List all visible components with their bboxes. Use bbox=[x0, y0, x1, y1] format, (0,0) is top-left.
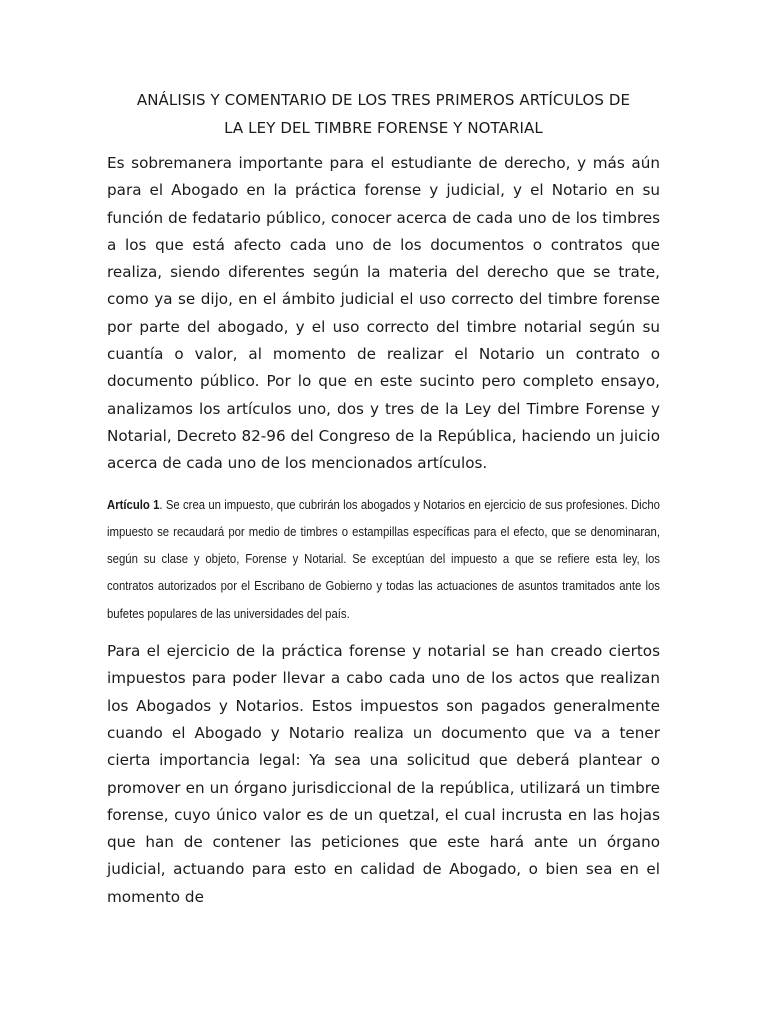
article-text: . Se crea un impuesto, que cubrirán los abogados y Notarios en ejercicio de sus profesiones. Dicho impuesto se recaudará por medio de timbres o estampillas específicas para el efecto, que se denominaran, según su clase y objeto, Forense y Notarial. Se exceptúan del impuesto a que se refiere esta ley, los contratos autorizados por el Escribano de Gobierno y todas las actuaciones de asuntos tramitados ante los bufetes populares de las universidades del país. bbox=[107, 496, 660, 621]
intro-paragraph: Es sobremanera importante para el estudiante de derecho, y más aún para el Abogado en la práctica forense y judicial, y el Notario en su función de fedatario público, conocer acerca de cada uno de los timbres a los que está afecto cada uno de los documentos o contratos que realiza, siendo diferentes según la materia del derecho que se trate, como ya se dijo, en el ámbito judicial el uso correcto del timbre forense por parte del abogado, y el uso correcto del timbre notarial según su cuantía o valor, al momento de realizar el Notario un contrato o documento público. Por lo que en este sucinto pero completo ensayo, analizamos los artículos uno, dos y tres de la Ley del Timbre Forense y Notarial, Decreto 82-96 del Congreso de la República, haciendo un juicio acerca de cada uno de los mencionados artículos. bbox=[107, 154, 660, 473]
article-1-quote bbox=[107, 491, 660, 627]
title-line-1: ANÁLISIS Y COMENTARIO DE LOS TRES PRIMEROS ARTÍCULOS DE bbox=[136, 91, 631, 109]
title-line-2: LA LEY DEL TIMBRE FORENSE Y NOTARIAL bbox=[224, 119, 543, 137]
document-title bbox=[107, 86, 660, 142]
document-page bbox=[107, 86, 660, 911]
analysis-paragraph: Para el ejercicio de la práctica forense y notarial se han creado ciertos impuestos para poder llevar a cabo cada uno de los actos que realizan los Abogados y Notarios. Estos impuestos son pagados generalmente cuando el Abogado y Notario realiza un documento que va a tener cierta importancia legal: Ya sea una solicitud que deberá plantear o promover en un órgano jurisdiccional de la república, utilizará un timbre forense, cuyo único valor es de un quetzal, el cual incrusta en las hojas que han de contener las peticiones que este hará ante un órgano judicial, actuando para esto en calidad de Abogado, o bien sea en el momento de bbox=[107, 642, 660, 906]
article-label: Artículo 1 bbox=[107, 496, 160, 512]
